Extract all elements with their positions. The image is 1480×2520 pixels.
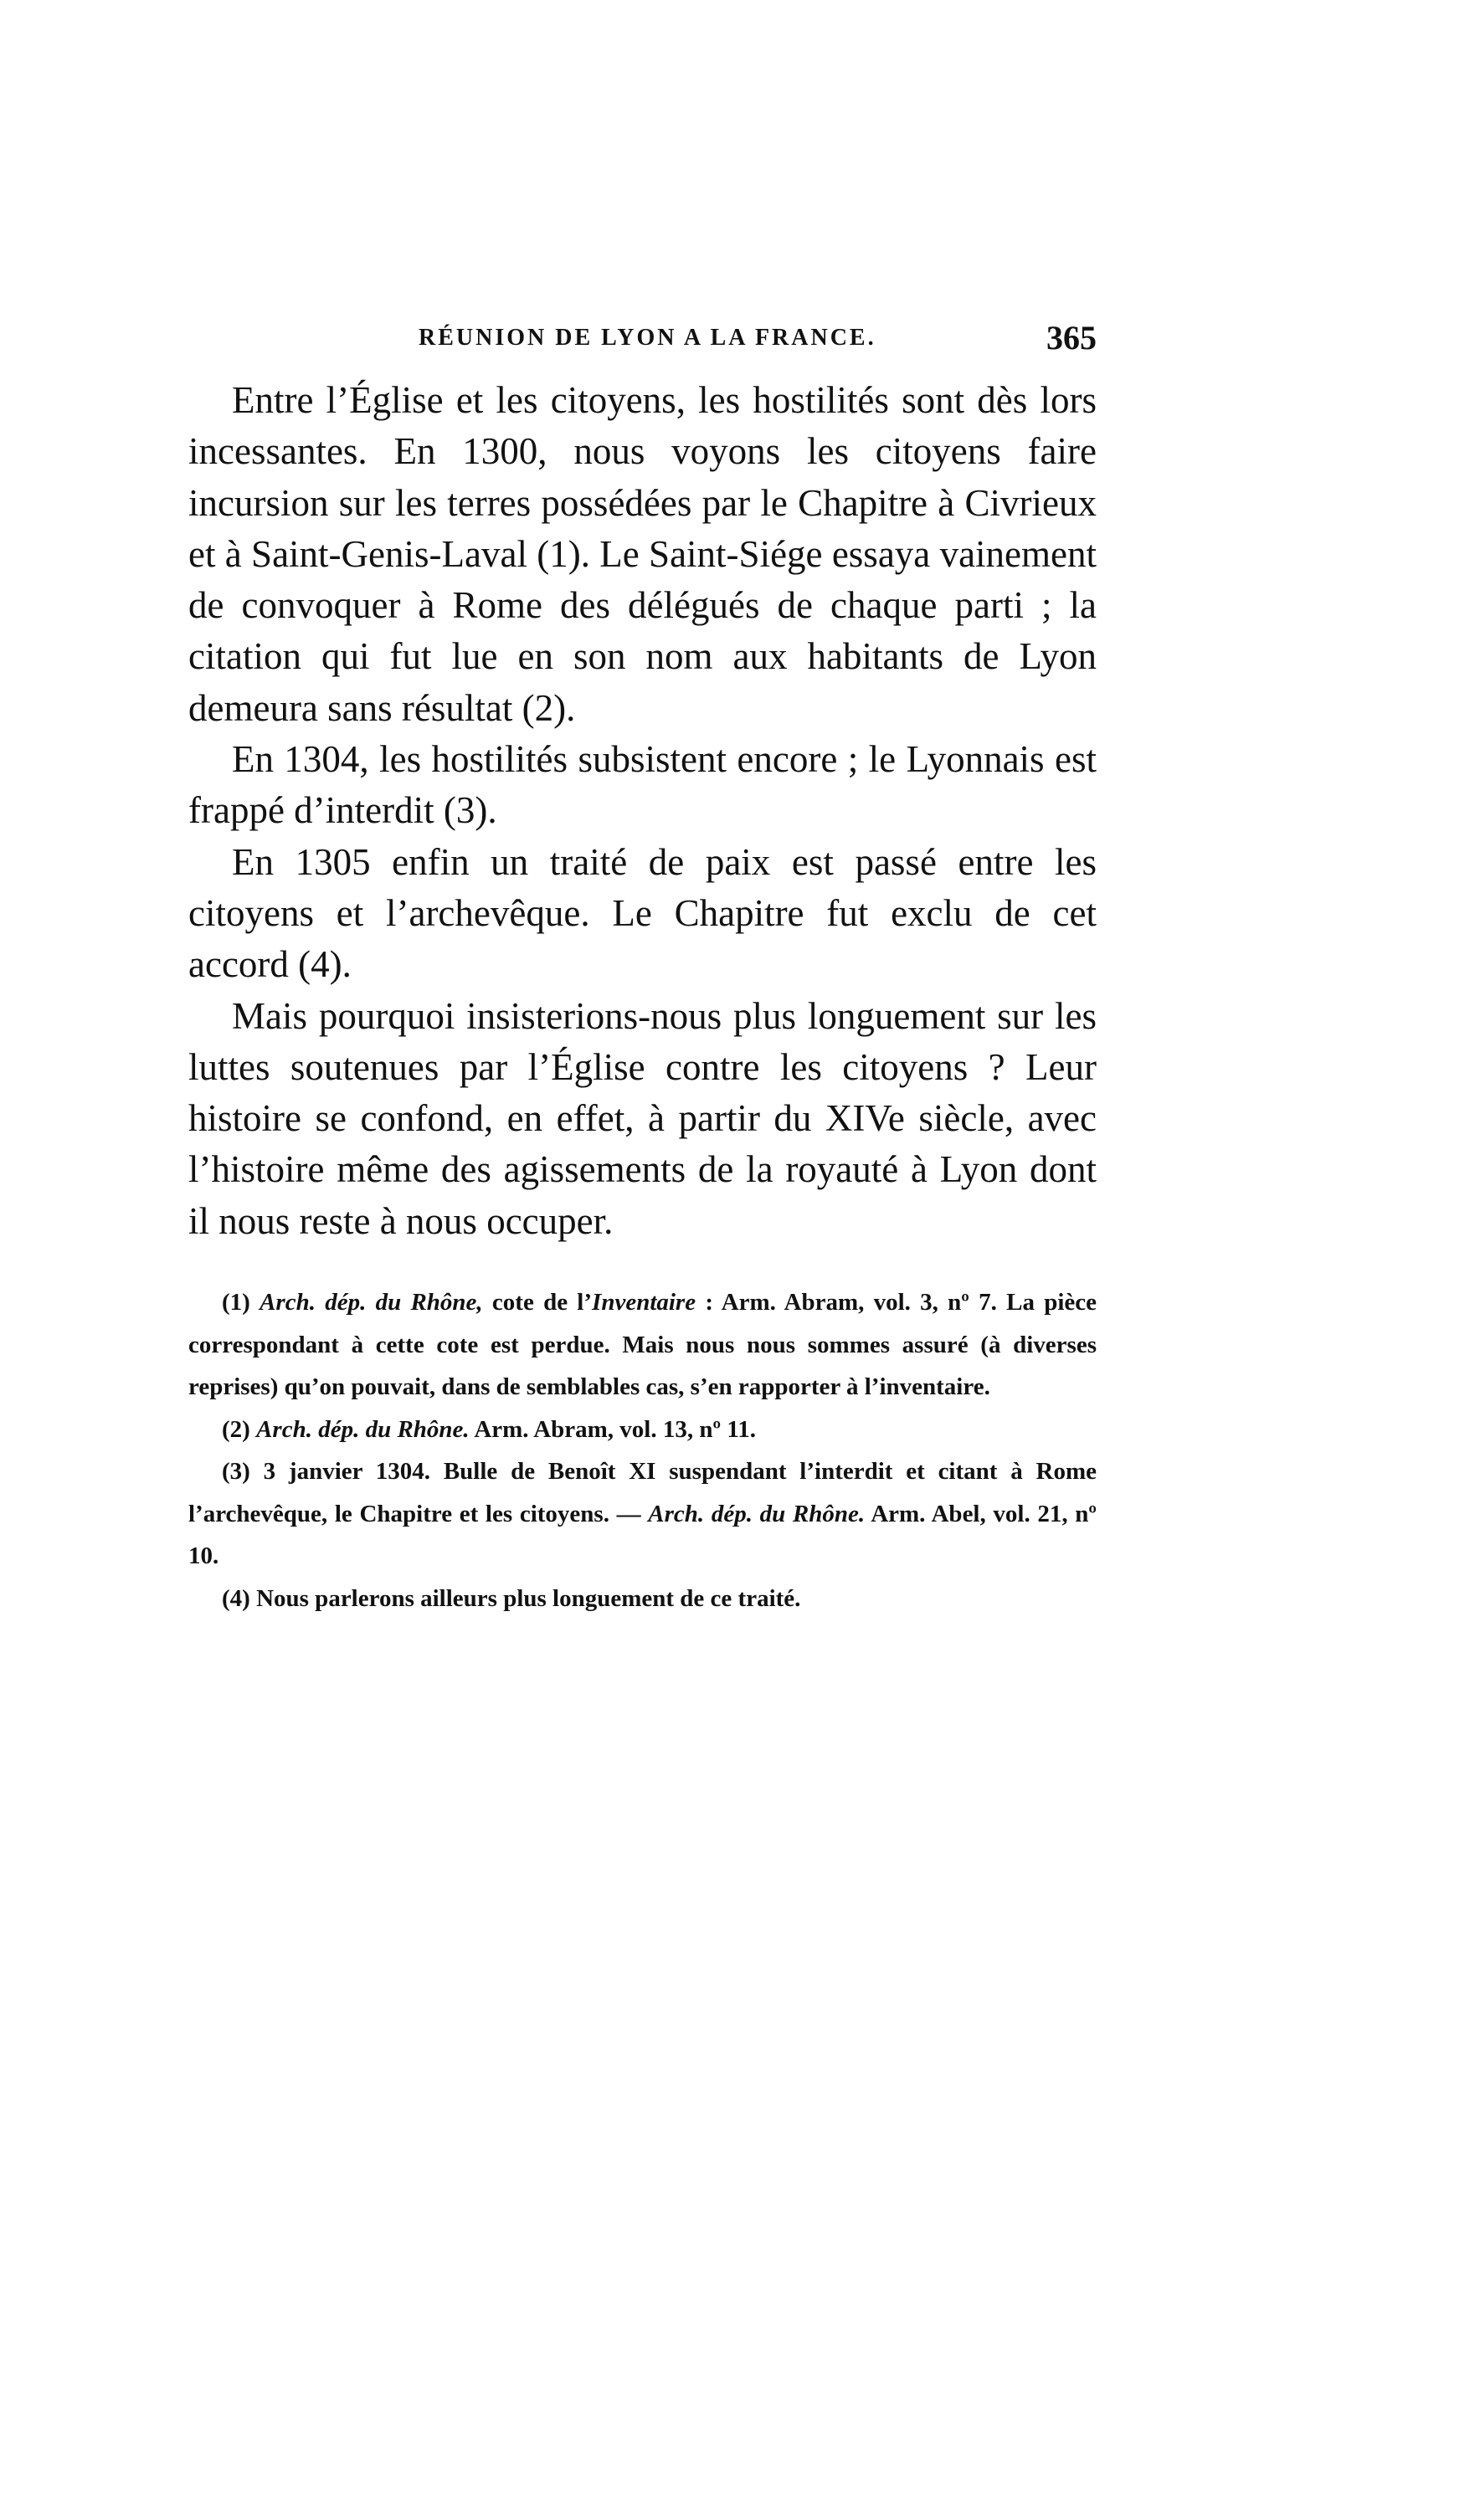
footnote-source: Arch. dép. du Rhône. (256, 1415, 470, 1443)
footnote-1 (188, 1281, 1097, 1409)
footnote-marker: (3) (222, 1458, 250, 1485)
footnote-marker: (2) (222, 1415, 250, 1443)
footnote-source: Arch. dép. du Rhône. (648, 1500, 866, 1527)
footnotes (188, 1281, 1097, 1619)
footnote-2 (188, 1409, 1097, 1451)
footnote-3 (188, 1450, 1097, 1578)
footnote-text: Arm. Abel, vol. 21, nº 10. (188, 1500, 1097, 1569)
main-text (188, 375, 1097, 1247)
paragraph: En 1305 enfin un traité de paix est passé entre les citoyens et l’archevêque. Le Chapitre fut exclu de cet accord (4). (188, 840, 1097, 986)
footnote-text: : Arm. Abram, vol. 3, nº 7. La pièce correspondant à cette cote est perdue. Mais nous nous sommes assuré (à diverses reprises) qu’on pouvait, dans de semblables cas, s’en rapporter à l’inventaire. (188, 1289, 1097, 1400)
footnote-text: Nous parlerons ailleurs plus longuement de ce traité. (249, 1584, 801, 1612)
running-head (188, 319, 1097, 367)
footnote-text: Arm. Abram, vol. 13, nº 11. (469, 1415, 756, 1443)
footnote-marker: (4) (222, 1584, 250, 1612)
footnote-4 (188, 1578, 1097, 1620)
paragraph: Mais pourquoi insisterions-nous plus longuement sur les luttes soutenues par l’Église contre les citoyens ? Leur histoire se confond, en effet, à partir du XIVe siècle, avec l’histoire même des agissements de la royauté à Lyon dont il nous reste à nous occuper. (188, 994, 1097, 1242)
footnote-inventory: Inventaire (592, 1289, 696, 1316)
footnote-source: Arch. dép. du Rhône, (260, 1289, 483, 1316)
running-title: RÉUNION DE LYON A LA FRANCE. (419, 325, 876, 351)
footnote-text: 3 janvier 1304. Bulle de Benoît XI suspendant l’interdit et citant à Rome l’archevêque, le Chapitre et les citoyens. — (188, 1458, 1097, 1527)
footnote-text: cote de l’ (482, 1289, 593, 1316)
page-number: 365 (1046, 319, 1097, 357)
paragraph: En 1304, les hostilités subsistent encore ; le Lyonnais est frappé d’interdit (3). (188, 738, 1097, 832)
paragraph: Entre l’Église et les citoyens, les hostilités sont dès lors incessantes. En 1300, nous voyons les citoyens faire incursion sur les terres possédées par le Chapitre à Civrieux et à Saint-Genis-Laval (1). Le Saint-Siége essaya vainement de convoquer à Rome des délégués de chaque parti ; la citation qui fut lue en son nom aux habitants de Lyon demeura sans résultat (2). (188, 379, 1097, 729)
footnote-marker: (1) (222, 1289, 250, 1316)
